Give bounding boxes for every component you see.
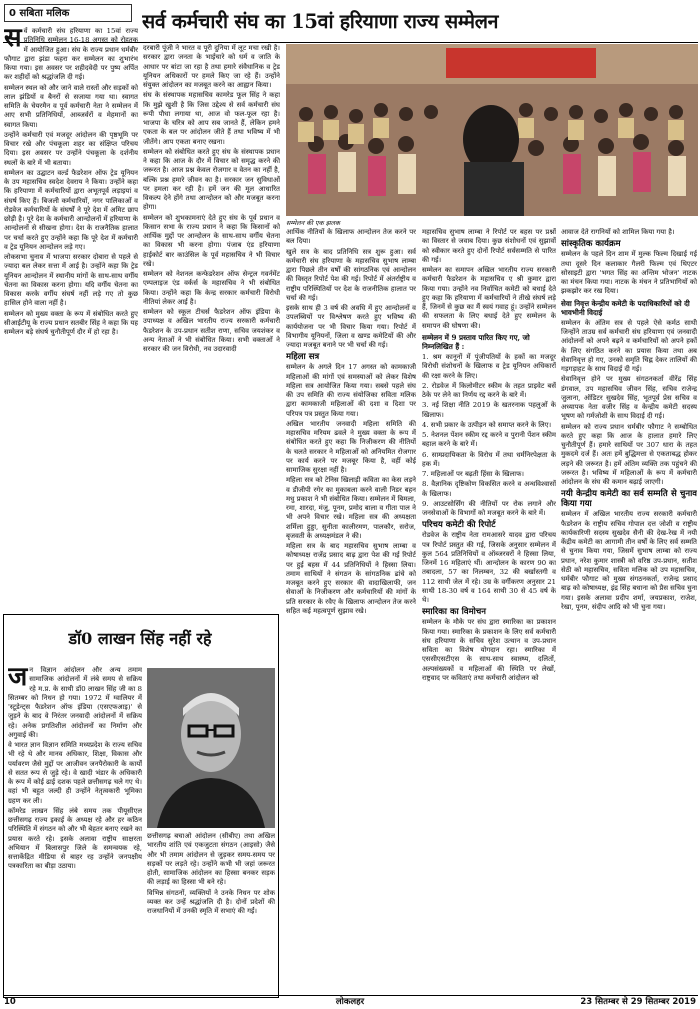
resolutions-heading: सम्मेलन में 9 प्रस्ताव पारित किए गए, जो निम्नलिखित हैं :	[422, 332, 530, 351]
section-heading: नयी केन्द्रीय कमेटी का सर्व सम्मति से चुनाव किया गया	[561, 489, 697, 510]
conference-photo	[286, 44, 698, 216]
column-3	[286, 228, 416, 995]
paragraph: सम्मेलन के अंतिम सत्र से पहले ऐसे कर्मठ साथी जिन्होंने ताउम्र सर्व कर्मचारी संघ हरियाणा एवं जनवादी आंदोलनों को अपने बढ़ने व कर्मचारियों को अपने हकों के लिए संगठित करने का प्रयास किया तथा अब सेवानिवृत्त हो गए, उनको समृति चिह्न देकर तालियों की गड़गड़ाहट के साथ विदाई दी गई।	[561, 318, 697, 374]
issue-date: 23 सितम्बर से 29 सितम्बर 2019	[580, 997, 696, 1007]
paragraph: दरबारी पूंजी ने भारत व पूरी दुनिया में लूट मचा रखी है। सरकार द्वारा जनता के भाईचारे को धर्म व जाति के आधार पर बांटा जा रहा है तथा हमारे संवैधानिक व ट्रेड यूनियन अधिकारों पर हमले किए जा रहे हैं। उन्होंने संयुक्त आंदोलन का मजबूत करने का आह्वान किया।	[143, 44, 280, 89]
paragraph: सम्मेलन स्थल को और जाने वाले रास्तों और सड़कों को लाल झंडियों व बैनरों से सजाया गया था। स्वागत समिति के चेयरमैन व पूर्व कर्मचारी नेता ने सम्मेलन में आए सभी प्रतिनिधियों, आब्जर्वरों व मेहमानों का स्वागत किया।	[4, 83, 138, 129]
paragraph: सम्मेलन के पहले दिन शाम में मुल्क फिल्म दिखाई गई तथा दूसरे दिन कलाकार गैलरी फिल्म एवं थिएटर सोसाइटी द्वारा 'भगत सिंह का अन्तिम भोजन' नाटक का मंचन किया गया। नाटक के मंचन ने प्रतिभागियों को झकझोर कर रख दिया।	[561, 250, 697, 296]
resolution-item: 6. साम्प्रदायिकता के विरोध में तथा धर्मनिरपेक्षता के हक में।	[422, 450, 556, 468]
dropcap: स	[4, 27, 22, 53]
paragraph: खुले सत्र के बाद प्रतिनिधि सत्र शुरू हुआ। सर्व कर्मचारी संघ हरियाणा के महासचिव सुभाष लाम्बा द्वारा पिछले तीन वर्षों की सांगठनिक एवं आन्दोलन की विस्तृत रिपोर्ट पेश की गई। रिपोर्ट में अंतर्राष्ट्रीय व राष्ट्रीय परिस्थितियों पर देश के राजनीतिक हालात पर चर्चा की गई।	[286, 247, 416, 302]
obituary-right-column	[147, 832, 275, 996]
farewell-heading: सेवा निवृत्त केन्द्रीय कमेटी के पदाधिकारियों को दी भावभीनी विदाई	[561, 298, 690, 317]
paragraph: संघ के संस्थापक महासचिव कामरेड फूल सिंह ने कहा कि मुझे खुशी है कि जिस उद्देश्य से सर्व कर्मचारी संघ रूपी पौधा लगाया था, आज वो फल-फूल रहा है। भाजपा के चरित्र को आप सब जानते हैं, लेकिन हमने एकता के बल पर आंदोलन जीते हैं तथा भविष्य में भी जीतेंगे। आप एकता बनाए रखना।	[143, 91, 280, 146]
section-heading: स्मारिका का विमोचन	[422, 607, 486, 618]
paragraph: सम्मेलन का समापन अखिल भारतीय राज्य सरकारी कर्मचारी फैडरेशन के महासचिव ए श्री कुमार द्वारा किया गया। उन्होंने नव निर्वाचित कमेटी को बधाई देते हुए कहा कि हरियाणा में कर्मचारियों ने तीखे संघर्ष लड़े हैं, जिनमें से कुछ का मैं स्वयं गवाह हूं। उन्होंने सम्मेलन की सफलता के लिए बधाई देते हुए सम्मेलन के समापन की घोषणा की।	[422, 266, 556, 330]
paragraph: सेवानिवृत्त होने पर मुख्य संगठनकर्ता वीरेंद्र सिंह डंगवाल, उप महासचिव जीवन सिंह, सचिव राजेन्द्र जुलाना, ऑडिटर सुखदेव सिंह, भूतपूर्व प्रेस सचिव व अध्यापक नेता वजीर सिंह व केन्द्रीय कमेटी सदस्य भूषण को गर्मजोशी के साथ विदाई दी गई।	[561, 375, 697, 421]
paragraph: महिला सत्र को टेनिस खिलाड़ी कविता का केस लड़ने व डीजीपी रगेर का मुकाबला करने वाली निडर बहन मधु प्रकाश ने भी संबोधित किया। सम्मेलन में बिमला, रमा, शारदा, मंजु, पूनम, प्रमोद बाला व गीता पाल ने भी अपने विचार रखे। महिला सत्र की अध्यक्षता शर्मिला हुड्डा, सुनीता कालीरमण, पालकौर, सरोज, बृजवती के अध्यक्षमंडल ने की।	[286, 476, 416, 540]
paragraph: सम्मेलन को स्कूल टीचर्स फैडरेशन ऑफ इंडिया के उपाध्यक्ष व अखिल भारतीय राज्य सरकारी कर्मचारी फैडरेशन के उप-प्रधान सतीश राणा, सचिव जयशंकर व अन्य नेताओं ने भी संबोधित किया। सभी वक्ताओं ने सरकार की जन विरोधी, नव उदारवादी	[143, 308, 280, 353]
resolution-item: 5. नेशनल पेंशन स्कीम रद्द करने व पुरानी पेंशन स्कीम बहाल करने के बारे में।	[422, 431, 556, 449]
resolution-item: 2. रोडवेज में किलोमीटर स्कीम के तहत प्राइवेट बसें ठेके पर लेने का निर्णय रद्द करने के बारे में।	[422, 381, 556, 400]
paragraph: उन्होंने कर्मचारी एवं मजदूर आंदोलन की पृष्ठभूमि पर विचार रखे और पंचकूला शहर का संक्षिप्त परिचय दिया। इस अवसर पर उन्होंने पंचकूला के दर्शनीय स्थलों के बारे में भी बताया।	[4, 130, 138, 167]
paragraph: महिला सत्र के बाद महासचिव सुभाष लाम्बा व कोषाध्यक्ष राजेंद्र प्रसाद बाढ़ द्वारा पेश की गई रिपोर्ट पर हुई बहस में 44 प्रतिनिधियों ने हिस्सा लिया। तमाम साथियों ने संगठन के सांगठनिक ढांचे को मजबूत करने हुए सरकार की वादाखिलाफी, जन सेवाओं के निजीकरण और कर्मचारियों की मांगों के प्रति सरकार के रवैए के खिलाफ आन्दोलन तेज करने सहित कई महत्वपूर्ण सुझाव रखे।	[286, 542, 416, 615]
byline: 0 सबिता मलिक	[4, 4, 132, 22]
publication-name: लोकलहर	[335, 997, 365, 1007]
resolution-item: 3. नई शिक्षा नीति 2019 के खतरनाक पहलुओं के खिलाफ।	[422, 401, 556, 419]
paragraph: सम्मेलन में अखिल भारतीय राज्य सरकारी कर्मचारी फैडरेशन के राष्ट्रीय सचिव गोपाल दत्त जोशी व राष्ट्रीय कार्यकारिणी सदस्य सुखदेव सैनी की देख-रेख में नयी केंद्रीय कमेटी का आगामी तीन वर्षों के लिए सर्व सम्मति से चुनाव किया गया, जिसमें सुभाष लाम्बा को राज्य प्रधान, नरेश कुमार शास्त्री को वरिष्ठ उप-प्रधान, सतीश सेठी को महासचिव, सविता मलिक को उप महासचिव, धर्मबीर फौगाट को मुख्य संगठनकर्ता, राजेन्द्र प्रसाद बाढ़ को कोषाध्यक्ष, इंद्र सिंह बधाना को प्रैस सचिव चुना गया। इसके अलावा प्रदीप शर्मा, जयप्रकाश, राजेश, रेखा, पूनम, संदीप आदि को भी चुना गया।	[561, 510, 697, 611]
column-2	[143, 44, 280, 609]
paragraph: रोडवेज के राष्ट्रीय नेता रामआसरे यादव द्वारा परिचय पत्र रिपोर्ट प्रस्तुत की गई, जिसके अनुसार सम्मेलन में कुल 564 प्रतिनिधियों व ऑब्जरवरों ने हिस्सा लिया, जिनमें 16 महिलाएं थीं। आन्दोलन के कारण 90 का तबादला, 57 का निलम्बन, 32 की बर्खास्तगी व 112 साथी जेल में रहे। उम्र के वर्गीकरण अनुसार 21 साथी 18-30 वर्ष व 164 साथी 30 से 45 वर्ष के थे।	[422, 531, 556, 605]
paragraph: सम्मेलन को राज्य प्रधान धर्मबीर फौगाट ने सम्बोधित करते हुए कहा कि आज के हालात हमारे लिए चुनौतीपूर्ण हैं। हमारे साथियों पर 307 धारा के तहत मुकदमे दर्ज हैं। अतः हमें बुद्धिमत्ता से एकताबद्ध होकर लड़ने की जरूरत है। हमें अंतिम व्यक्ति तक पहुंचने की जरूरत है। भविष्य में महिलाओं के रूप में कर्मचारी आंदोलन के संघ की कमान बढ़ाई जाएगी।	[561, 422, 697, 487]
paragraph: इसके साथ ही 3 वर्ष की अवधि में हुए आन्दोलनों व उपलब्धियों पर विश्लेषण करते हुए भविष्य की कार्ययोजना पर भी विचार किया गया। रिपोर्ट में विभागीय यूनियनों, जिला व खण्ड कमेटियों की और ज्यादा मजबूत बनाने पर भी चर्चा की गई।	[286, 304, 416, 349]
page-number: 10	[4, 997, 16, 1007]
paragraph: न विज्ञान आंदोलन और अन्य तमाम सामाजिक आंदोलनों में लंबे समय से सक्रिय रहे म.प्र. के साथी डॉ0 लाखन सिंह जी का 8 सितम्बर को निधन हो गया। 1972 में ग्वालियर में 'स्टूडेन्ट्स फैडरेशन ऑफ इंडिया (एसएफआइ)' से जुड़ने के बाद वे निरंतर जनवादी आंदोलनों में सक्रिय रहे। अनेक प्रगतिशील आंदोलनों का निर्माण और अगुवाई की।	[8, 666, 142, 739]
paragraph: सम्मेलन के मौके पर संघ द्वारा स्मारिका का प्रकाशन किया गया। स्मारिका के प्रकाशन के लिए सर्व कर्मचारी संघ हरियाणा के सचिव सुरेश उत्थान व उप-प्रधान सविता का विशेष योगदान रहा। स्मारिका में एससीएसटीएस के साथ-साथ स्वास्थ्य, दलितों, अल्पसंख्यकों व महिलाओं की स्थिति पर लेखों, राष्ट्रवाद पर कविताएं तथा कर्मचारी आंदोलन को	[422, 618, 556, 682]
section-heading: सांस्कृतिक कार्यक्रम	[561, 239, 621, 250]
resolution-item: 9. आउटसोर्सिंग की नीतियों पर रोक लगाने और जनसेवाओं के विभागों को मजबूत करने के बारे में।	[422, 499, 556, 518]
resolution-item: 1. श्रम कानूनों में पूंजीपतियों के हकों का मजदूर विरोधी संशोधनों के खिलाफ व ट्रेड यूनियन अधिकारों की रक्षा करने के लिए।	[422, 353, 556, 380]
paragraph: र्व कर्मचारी संघ हरियाणा का 15वां राज्य प्रतिनिधि सम्मेलन 16-18 अगस्त को रोहतक में आयोजित हुआ। संघ के राज्य प्रधान धर्मबीर फौगाट द्वारा झंडा फहरा कर सम्मेलन का शुभारंभ किया गया। इस अवसर पर शहीदवेदी पर पुष्प अर्पित कर शहीदों को श्रद्धांजलि दी गई।	[4, 27, 138, 82]
obituary-title: डॉ0 लाखन सिंह नहीं रहे	[68, 629, 212, 648]
headline: सर्व कर्मचारी संघ का 15वां हरियाणा राज्य सम्मेलन	[142, 10, 499, 33]
paragraph: महासचिव सुभाष लाम्बा ने रिपोर्ट पर बहस पर प्रश्नों का विस्तार से जवाब दिया। कुछ संशोधनों एवं सुझावों को स्वीकार करते हुए दोनों रिपोर्ट सर्वसम्मति से पारित की गई।	[422, 228, 556, 264]
paragraph: सम्मेलन के अगले दिन 17 अगस्त को कामकाजी महिलाओं की मांगों एवं समस्याओं को लेकर विशेष महिला सत्र आयोजित किया गया। सबसे पहले संघ की उप समिति की राज्य संयोजिका सविता मलिक द्वारा कामकाजी महिलाओं की दशा व दिशा पर परिपत्र पत्र प्रस्तुत किया गया।	[286, 363, 416, 418]
section-heading: परिचय कमेटी की रिपोर्ट	[422, 520, 496, 531]
paragraph: लोकसभा चुनाव में भाजपा सरकार दोबारा से पहले से ज्यादा बल लेकर सत्ता में आई है। उन्होंने कहा कि ट्रेड यूनियन आन्दोलन में स्थानीय मांगों के साथ-साथ वर्गीय चेतना का विकास करना होगा। यदि वर्गीय चेतना का विकास करके वर्गीय संघर्ष नहीं लड़े गए तो कुछ हासिल होने वाला नहीं है।	[4, 253, 138, 308]
paragraph: सम्मेलन का उद्घाटन वर्ल्ड फैडरेशन ऑफ ट्रेड यूनियन के उप महासचिव स्वदेश देवराय ने किया। उन्होंने कहा कि हरियाणा में कर्मचारियों द्वारा अभूतपूर्व लड़ाइयां व संघर्ष किए हैं। बिजली कर्मचारियों, नगर पालिकाओं व रोडवेज कर्मचारियों के संघर्षों ने पूरे देश में अमिट छाप छोड़ी है। पूरे देश के कर्मचारी आन्दोलनों में हरियाणा के आन्दोलनों से सीखना होगा। देश के राजनैतिक हालात पर चर्चा करते हुए उन्होंने कहा कि पूरे देश में कर्मचारी व ट्रेड यूनियन आन्दोलन लड़े गए।	[4, 168, 138, 251]
obituary-left-column	[8, 666, 142, 996]
paragraph: वे भारत ज्ञान विज्ञान समिति मध्यप्रदेश के राज्य सचिव भी रहे थे और मानव अधिकार, शिक्षा, विकास और पर्यावरण जैसे मुद्दों पर आजीवन जनपैरोकारी के कार्यों से सतत रूप से जुड़े रहे। वे खादी भंडार के अधिकारी के रूप में कोई ढाई दशक पहले छत्तीसगढ़ चले गए थे। वहां भी बहुत जल्दी ही उन्होंने नेतृत्वकारी भूमिका ग्रहण कर ली।	[8, 741, 142, 805]
audience-illustration	[286, 44, 698, 216]
photo-caption: सम्मेलन की एक झलक	[286, 219, 341, 227]
column-5	[561, 228, 697, 995]
resolution-item: 7. महिलाओं पर बढ़ती हिंसा के खिलाफ।	[422, 470, 525, 479]
paragraph: कॉमरेड लाखन सिंह लंबे समय तक पीयूसीएल छत्तीसगढ़ राज्य इकाई के अध्यक्ष रहे और हर कठिन परिस्थिति में संगठन को और भी बेहतर बनाए रखने का प्रयास करते रहे। इसके अलावा राष्ट्रीय साक्षरता अभियान में बिलासपुर जिले के समन्वयक रहे, सत्ताकेंद्रित मीडिया से बाहर रह उन्होंने जनपक्षीय पत्रकारिता का बीड़ा उठाया।	[8, 806, 142, 871]
dropcap: ज	[8, 666, 28, 692]
paragraph: आर्थिक नीतियों के खिलाफ आन्दोलन तेज करने पर बल दिया।	[286, 228, 416, 246]
paragraph: आवाज देते रागनियों को शामिल किया गया है।	[561, 228, 675, 236]
paragraph: अखिल भारतीय जनवादी महिला समिति की महासचिव मरियम ढवले ने मुख्य वक्ता के रूप में संबोधित करते हुए कहा कि निजीकरण की नीतियों के चलते सरकार ने महिलाओं को अनियमित रोजगार पर कार्य करने पर मजबूर किया है, वहीं कोई सामाजिक सुरक्षा नहीं है।	[286, 419, 416, 474]
column-4	[422, 228, 556, 995]
paragraph: छत्तीसगढ़ बचाओ आंदोलन (सीबीए) तथा अखिल भारतीय शांति एवं एकजुटता संगठन (आइसो) जैसे और भी तमाम आंदोलन से जुड़कर समय-समय पर सड़कों पर लड़ते रहे। उन्होंने कभी भी जहां जरूरत होती, सामाजिक आंदोलन का हिस्सा बनकर सड़क की लड़ाई का हिस्सा भी बने रहे।	[147, 832, 275, 887]
paragraph: विभिन्न संगठनों, व्यक्तियों ने उनके निधन पर शोक व्यक्त कर उन्हें श्रद्धांजलि दी है। दोनों प्रदेशों की राजधानियों में उनकी स्मृति में सभाएं की गईं।	[147, 888, 275, 915]
column-1	[4, 27, 138, 609]
paragraph: सम्मेलन को संबोधित करते हुए संघ के संस्थापक प्रधान ने कहा कि आज के दौर में विचार को समृद्ध करने की जरूरत है। आज प्रश्न केवल रोजगार व वेतन का नहीं है, बल्कि प्रश्न हमारे जीवन का है। सरकार जन सुविधाओं पर हमला कर रही है। हमें जन की मूल आधारित विकल्प देने होंगे तथा आन्दोलन को और मजबूत करना होगा।	[143, 147, 280, 212]
portrait-illustration	[147, 668, 275, 828]
portrait-photo	[147, 668, 275, 828]
resolution-item: 4. सभी प्रकार के उत्पीड़न को समाप्त करने के लिए।	[422, 420, 552, 429]
paragraph: सम्मेलन को नेशनल कन्फेडरेशन ऑफ सेन्ट्रल गवर्नमेंट एम्पलाइज एंड वर्कर्स के महासचिव ने भी संबोधित किया। उन्होंने कहा कि केन्द्र सरकार कर्मचारी विरोधी नीतियां लेकर आई है।	[143, 270, 280, 306]
resolution-item: 8. वैज्ञानिक दृष्टिकोण विकसित करने व अन्धविश्वासों के खिलाफ।	[422, 480, 556, 498]
section-heading: महिला सत्र	[286, 352, 320, 363]
paragraph: सम्मेलन को शुभकामनाएं देते हुए संघ के पूर्व प्रधान व किसान सभा के राज्य प्रधान ने कहा कि किसानों को आर्थिक मुद्दों पर आन्दोलन के साथ-साथ वर्गीय चेतना का विकास भी करना होगा। पंजाब एंड हरियाणा हाईकोर्ट बार काउंसिल के पूर्व महासचिव ने भी विचार रखे।	[143, 213, 280, 268]
paragraph: सम्मेलन को मुख्य वक्ता के रूप में संबोधित करते हुए सीआईटीयू के राज्य प्रधान सतबीर सिंह ने कहा कि यह सम्मेलन बड़े संघर्ष चुनौतीपूर्ण दौर में हो रहा है।	[4, 309, 138, 336]
